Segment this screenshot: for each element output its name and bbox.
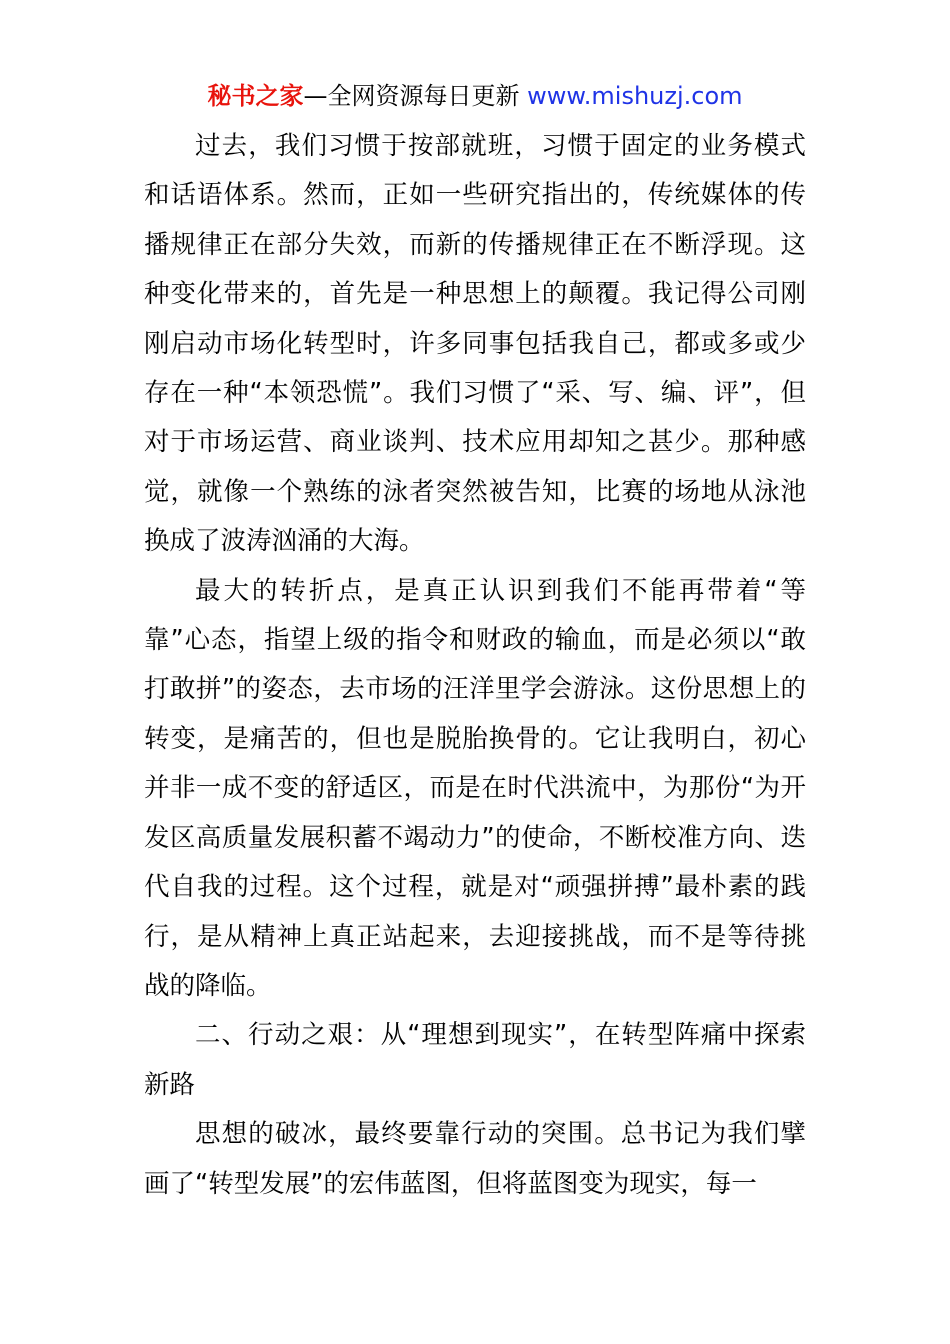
site-url-link[interactable]: www.mishuzj.com	[527, 82, 743, 110]
section-heading: 二、行动之艰：从“理想到现实”，在转型阵痛中探索新路	[144, 1020, 806, 1100]
page-header	[0, 80, 950, 112]
document-body	[144, 122, 806, 1209]
paragraph-2: 最大的转折点，是真正认识到我们不能再带着“等靠”心态，指望上级的指令和财政的输血，而是必须以“敢打敢拼”的姿态，去市场的汪洋里学会游泳。这份思想上的转变，是痛苦的，但也是脱胎换骨的。它让我明白，初心并非一成不变的舒适区，而是在时代洪流中，为那份“为开发区高质量发展积蓄不竭动力”的使命，不断校准方向、迭代自我的过程。这个过程，就是对“顽强拼搏”最朴素的践行，是从精神上真正站起来，去迎接挑战，而不是等待挑战的降临。	[144, 575, 806, 1001]
header-tagline: —全网资源每日更新	[303, 82, 528, 110]
brand-name: 秘书之家	[207, 82, 304, 110]
paragraph-3: 思想的破冰，最终要靠行动的突围。总书记为我们擘画了“转型发展”的宏伟蓝图，但将蓝图变为现实，每一	[144, 1119, 806, 1199]
paragraph-1: 过去，我们习惯于按部就班，习惯于固定的业务模式和话语体系。然而，正如一些研究指出的，传统媒体的传播规律正在部分失效，而新的传播规律正在不断浮现。这种变化带来的，首先是一种思想上的颠覆。我记得公司刚刚启动市场化转型时，许多同事包括我自己，都或多或少存在一种“本领恐慌”。我们习惯了“采、写、编、评”，但对于市场运营、商业谈判、技术应用却知之甚少。那种感觉，就像一个熟练的泳者突然被告知，比赛的场地从泳池换成了波涛汹涌的大海。	[144, 131, 806, 557]
